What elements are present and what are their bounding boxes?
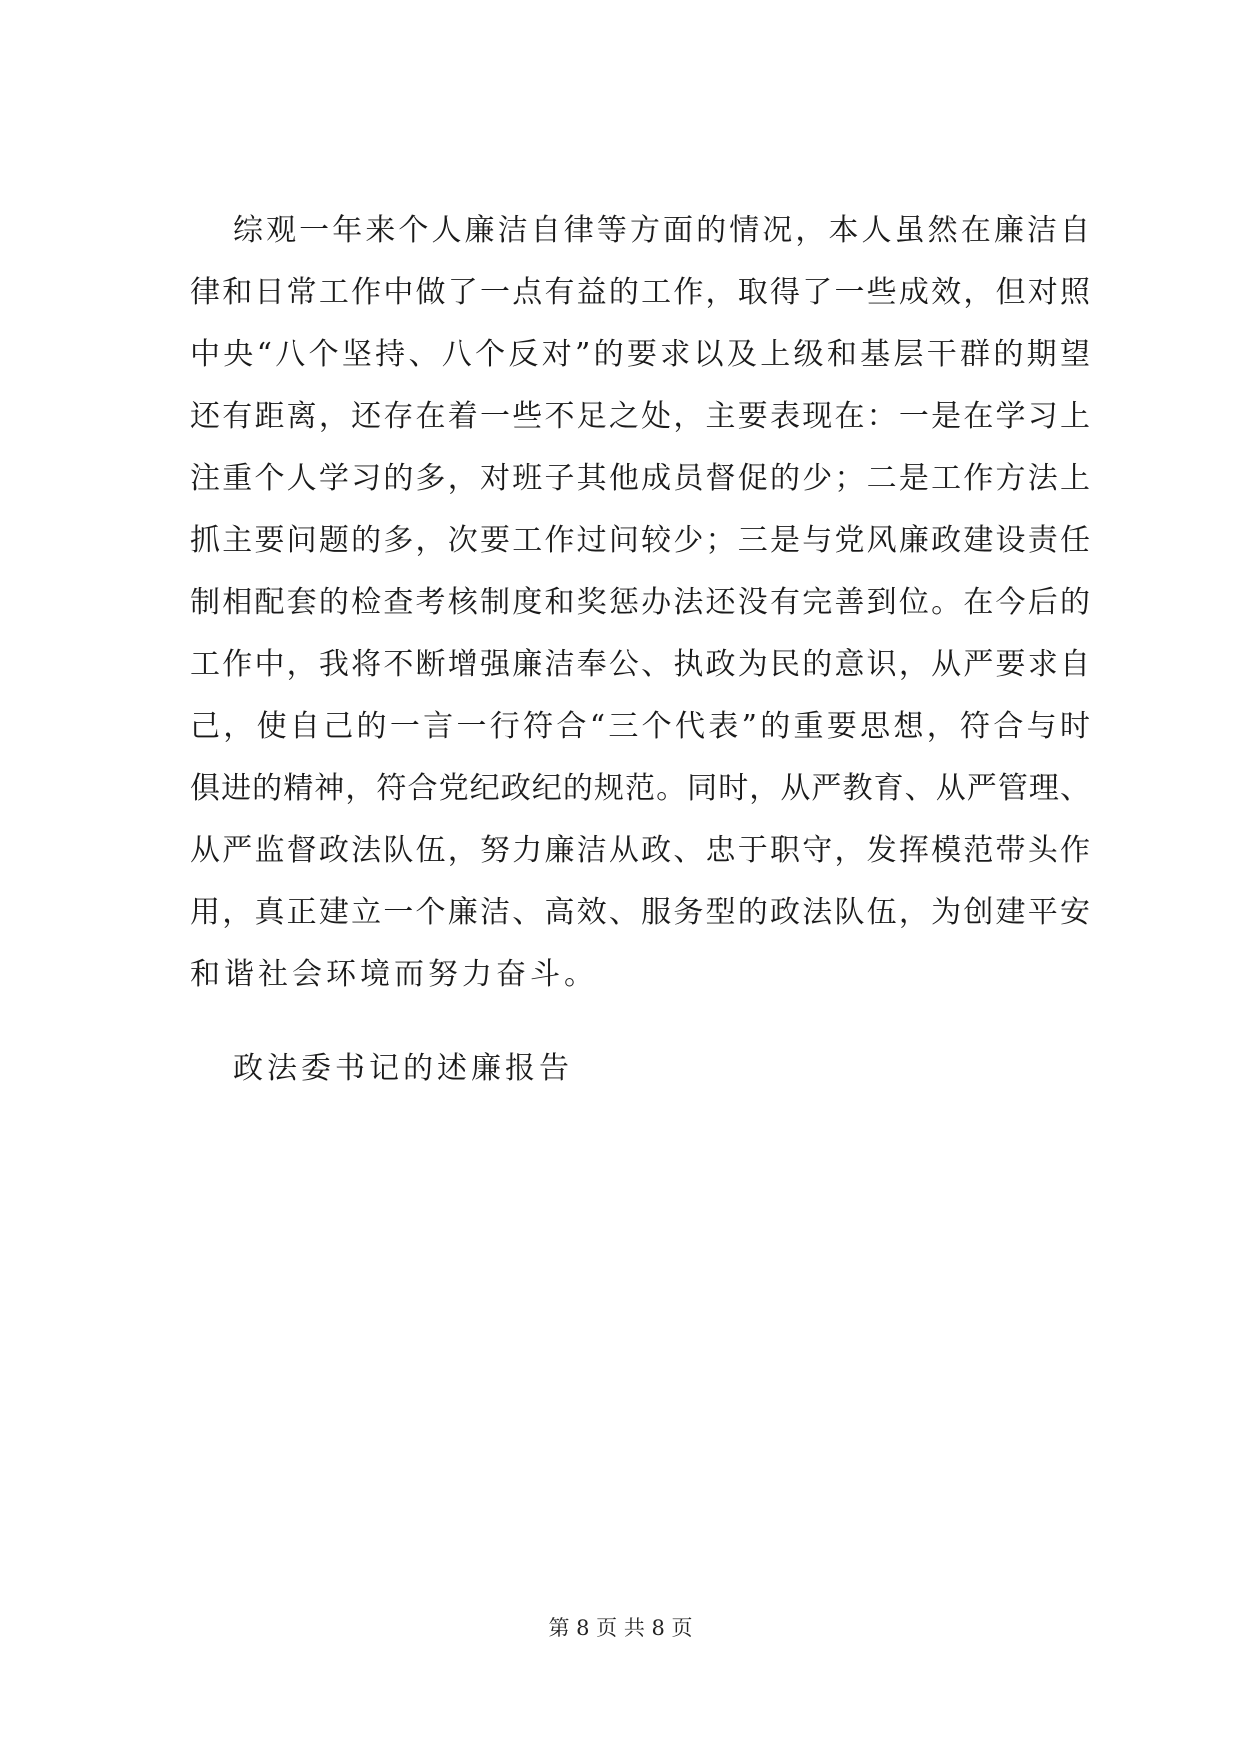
paragraph-line: 制相配套的检查考核制度和奖惩办法还没有完善到位。在今后的 [190,585,1090,620]
paragraph-line: 己，使自己的一言一行符合“三个代表”的重要思想，符合与时 [190,709,1090,744]
closing-title: 政法委书记的述廉报告 [233,1051,573,1086]
paragraph-line: 抓主要问题的多，次要工作过问较少；三是与党风廉政建设责任 [190,523,1090,558]
paragraph-line: 从严监督政法队伍，努力廉洁从政、忠于职守，发挥模范带头作 [190,833,1090,868]
paragraph-line: 工作中，我将不断增强廉洁奉公、执政为民的意识，从严要求自 [190,647,1090,682]
body-paragraph [190,200,1090,1006]
paragraph-line: 中央“八个坚持、八个反对”的要求以及上级和基层干群的期望 [190,337,1090,372]
paragraph-line: 综观一年来个人廉洁自律等方面的情况，本人虽然在廉洁自 [233,213,1090,248]
paragraph-line: 用，真正建立一个廉洁、高效、服务型的政法队伍，为创建平安 [190,895,1090,930]
page-number-footer: 第 8 页 共 8 页 [548,1616,693,1640]
paragraph-line: 还有距离，还存在着一些不足之处，主要表现在：一是在学习上 [190,399,1090,434]
paragraph-line: 俱进的精神，符合党纪政纪的规范。同时，从严教育、从严管理、 [190,771,1090,806]
paragraph-line: 律和日常工作中做了一点有益的工作，取得了一些成效，但对照 [190,275,1090,310]
paragraph-line: 和谐社会环境而努力奋斗。 [190,957,598,992]
paragraph-line: 注重个人学习的多，对班子其他成员督促的少；二是工作方法上 [190,461,1090,496]
